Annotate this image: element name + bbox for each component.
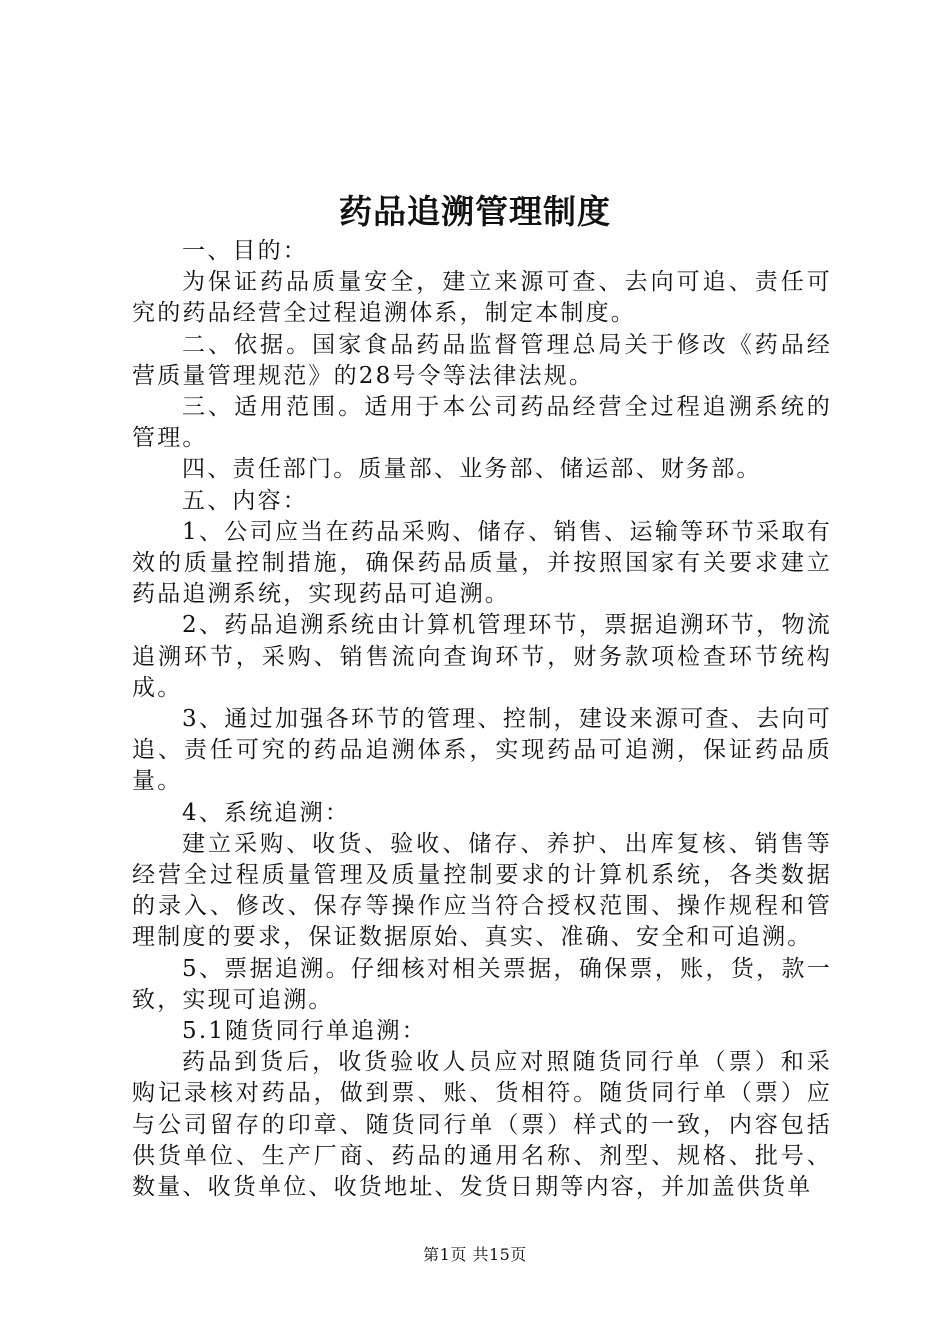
paragraph-item-5-1: 药品到货后，收货验收人员应对照随货同行单（票）和采购记录核对药品，做到票、账、货相符。随货同行单（票）应与公司留存的印章、随货同行单（票）样式的一致，内容包括供货单位、生产厂商、药品的通用名称、剂型、规格、批号、数量、收货单位、收货地址、发货日期等内容，并加盖供货单 — [132, 1049, 832, 1201]
paragraph-scope: 三、适用范围。适用于本公司药品经营全过程追溯系统的管理。 — [132, 394, 832, 452]
paragraph-basis: 二、依据。国家食品药品监督管理总局关于修改《药品经营质量管理规范》的28号令等法律法规。 — [132, 331, 832, 389]
paragraph-item-3: 3、通过加强各环节的管理、控制，建设来源可查、去向可追、责任可究的药品追溯体系，实现药品可追溯，保证药品质量。 — [132, 706, 832, 795]
page-footer: 第1页 共15页 — [423, 1245, 527, 1264]
paragraph-item-5: 5、票据追溯。仔细核对相关票据，确保票，账，货，款一致，实现可追溯。 — [132, 955, 832, 1013]
document-body — [132, 236, 832, 1203]
paragraph-item-1: 1、公司应当在药品采购、储存、销售、运输等环节采取有效的质量控制措施，确保药品质量，并按照国家有关要求建立药品追溯系统，实现药品可追溯。 — [132, 518, 832, 608]
paragraph-item-4: 建立采购、收货、验收、储存、养护、出库复核、销售等经营全过程质量管理及质量控制要求的计算机系统，各类数据的录入、修改、保存等操作应当符合授权范围、操作规程和管理制度的要求，保证数据原始、真实、准确、安全和可追溯。 — [132, 830, 832, 951]
paragraph-departments: 四、责任部门。质量部、业务部、储运部、财务部。 — [182, 456, 762, 483]
paragraph-item-4-heading: 4、系统追溯： — [182, 799, 351, 826]
paragraph-item-2: 2、药品追溯系统由计算机管理环节，票据追溯环节，物流追溯环节，采购、销售流向查询环节，财务款项检查环节统构成。 — [132, 612, 832, 701]
paragraph-purpose: 为保证药品质量安全，建立来源可查、去向可追、责任可究的药品经营全过程追溯体系，制定本制度。 — [132, 269, 832, 327]
paragraph-purpose-heading: 一、目的： — [182, 238, 308, 264]
document-title: 药品追溯管理制度 — [339, 192, 611, 231]
paragraph-item-5-1-heading: 5.1随货同行单追溯： — [182, 1018, 427, 1045]
paragraph-content-heading: 五、内容： — [182, 487, 308, 514]
